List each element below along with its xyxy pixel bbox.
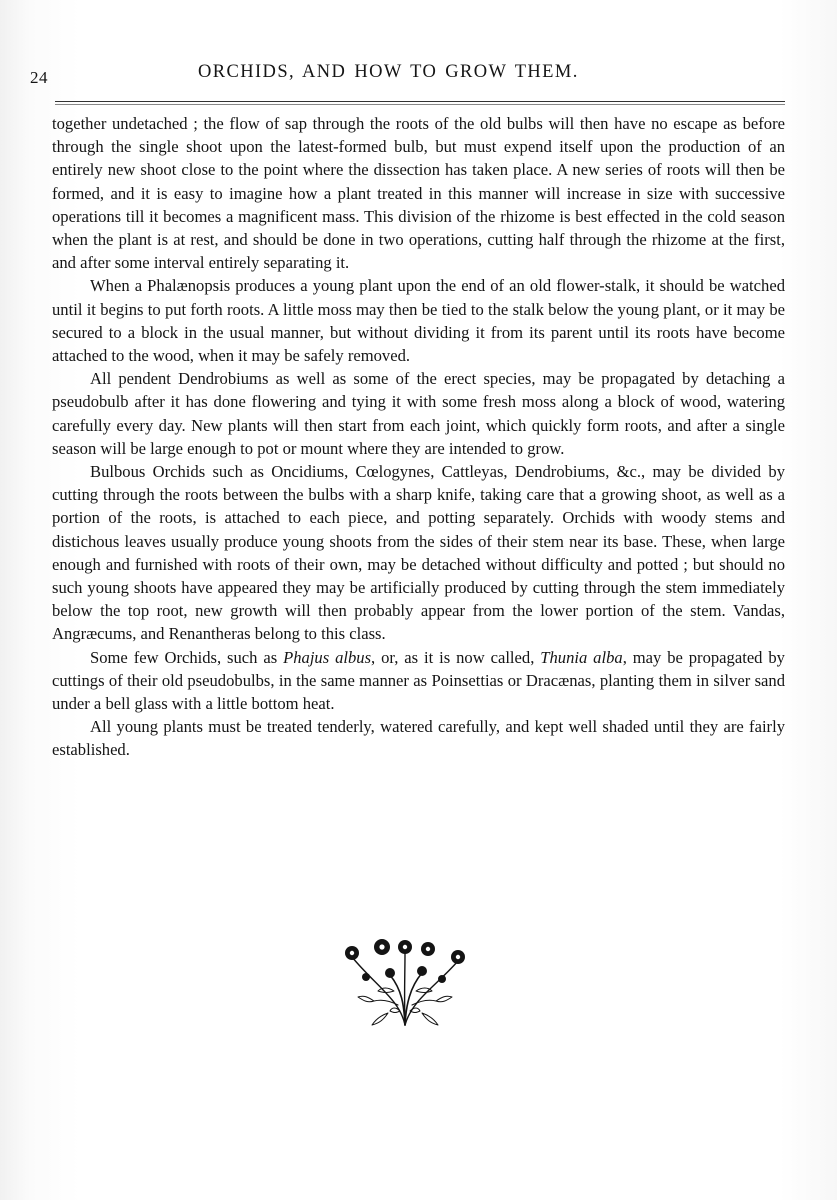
paragraph — [52, 274, 785, 367]
paragraph — [52, 646, 785, 716]
floral-tailpiece-icon — [330, 935, 480, 1030]
italic-term: Thunia alba — [540, 647, 623, 667]
header-rule — [55, 101, 785, 105]
text-run: All young plants must be treated tenderly, watered carefully, and kept well shaded until they are fairly established. — [52, 717, 785, 760]
text-run: When a Phalænopsis produces a young plant upon the end of an old flower-stalk, it should be watched until it begins to put forth roots. A little moss may then be tied to the stalk below the young plant, or it may be secured to a block in the usual manner, but without dividing it from its parent until its roots have become attached to the wood, when it may be safely removed. — [52, 276, 785, 366]
text-run: , may be propagated by cuttings of their old pseudobulbs, in the same manner as Poinsettias or Dracænas, planting them in silver sand under a bell glass with a little bottom heat. — [52, 647, 785, 714]
italic-term: Phajus albus — [283, 647, 372, 667]
paragraph — [52, 112, 785, 274]
page-number: 24 — [30, 68, 48, 87]
running-title: ORCHIDS, AND HOW TO GROW THEM. — [198, 62, 579, 82]
paragraph — [52, 460, 785, 646]
body-text — [52, 112, 785, 762]
text-run: Some few Orchids, such as — [90, 647, 284, 667]
text-run: together undetached ; the flow of sap through the roots of the old bulbs will then have no escape as before through the single shoot upon the latest-formed bulb, but must expend itself upon the production of an entirely new shoot close to the point where the dissection has taken place. A new series of roots will then be formed, and it is easy to imagine how a plant treated in this manner will increase in size with successive operations till it becomes a magnificent mass. This division of the rhizome is best effected in the cold season when the plant is at rest, and should be done in two operations, cutting half through the rhizome at the first, and after some interval entirely separating it. — [52, 114, 785, 273]
text-run: All pendent Dendrobiums as well as some of the erect species, may be propagated by detaching a pseudobulb after it has done flowering and tying it with some fresh moss along a block of wood, watering carefully every day. New plants will then start from each joint, which quickly form roots, and after a single season will be large enough to pot or mount where they are intended to grow. — [52, 369, 785, 458]
paragraph — [52, 367, 785, 460]
page-header — [30, 62, 800, 90]
text-run: , or, as it is now called, — [371, 647, 541, 667]
paragraph — [52, 715, 785, 761]
text-run: Bulbous Orchids such as Oncidiums, Cœlogynes, Cattleyas, Dendrobiums, &c., may be divided by cutting through the roots between the bulbs with a sharp knife, taking care that a growing shoot, as well as a portion of the roots, is attached to each piece, and potting separately. Orchids with woody stems and distichous leaves usually produce young shoots from the sides of their stem near its base. These, when large enough and furnished with roots of their own, may be detached without difficulty and potted ; but should no such young shoots have appeared they may be artificially produced by cutting through the stem immediately below the top root, new growth will then probably appear from the lower portion of the stem. Vandas, Angræcums, and Renantheras belong to this class. — [52, 462, 785, 644]
